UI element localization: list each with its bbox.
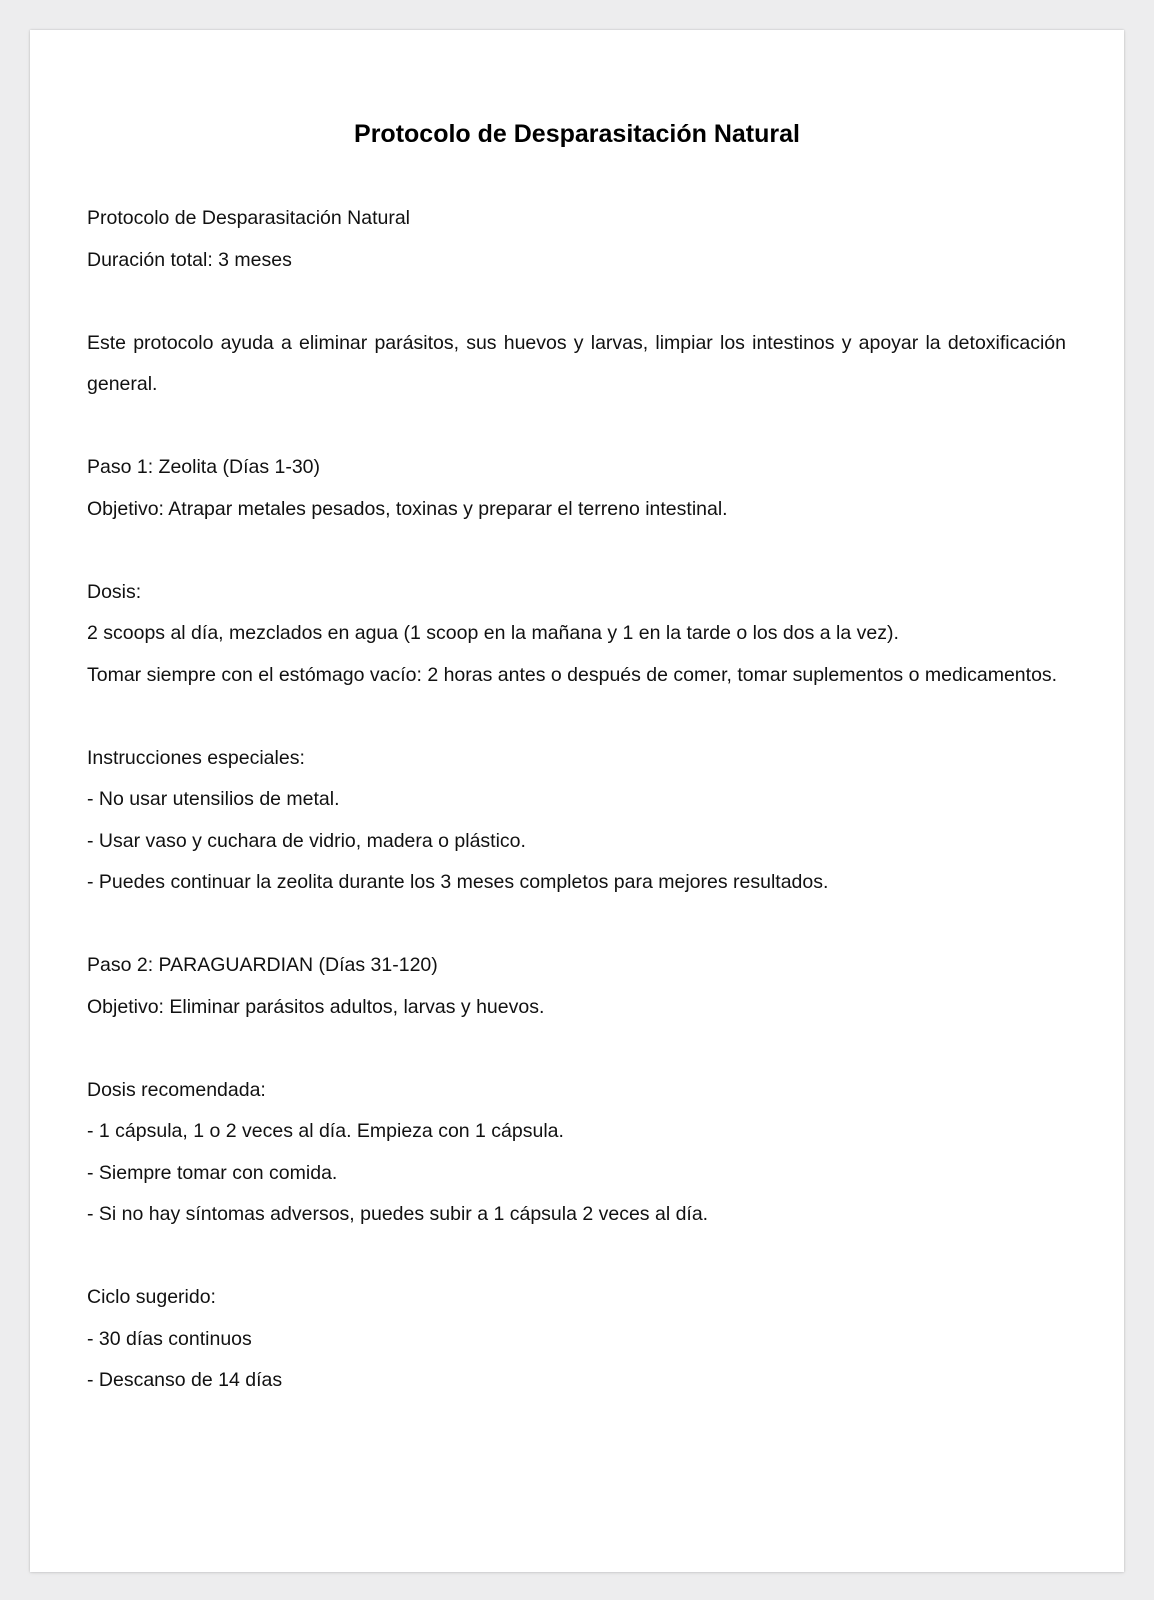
intro-duration: Duración total: 3 meses — [87, 248, 292, 271]
step1-heading: Paso 1: Zeolita (Días 1-30) — [87, 456, 321, 478]
step1-dose-line: Tomar siempre con el estómago vacío: 2 horas antes o después de comer, tomar suplementos o medicamentos. — [87, 663, 1058, 686]
step2-cycle-item: - Descanso de 14 días — [87, 1369, 283, 1391]
step1-instruction-item: - Puedes continuar la zeolita durante los 3 meses completos para mejores resultados. — [87, 871, 829, 893]
document-title: Protocolo de Desparasitación Natural — [354, 120, 800, 148]
spacer — [87, 530, 1066, 572]
step2-dose-item: - 1 cápsula, 1 o 2 veces al día. Empieza con 1 cápsula. — [87, 1120, 564, 1142]
spacer — [87, 904, 1066, 946]
spacer — [87, 1028, 1066, 1070]
document-body — [87, 198, 1066, 1402]
step1-instruction-item: - Usar vaso y cuchara de vidrio, madera o plástico. — [87, 829, 526, 852]
spacer — [87, 1236, 1066, 1278]
step1-objective: Objetivo: Atrapar metales pesados, toxinas y preparar el terreno intestinal. — [87, 497, 728, 520]
step1-instructions-heading: Instrucciones especiales: — [87, 746, 305, 769]
step2-cycle-heading: Ciclo sugerido: — [87, 1286, 216, 1308]
step1-dose-heading: Dosis: — [87, 580, 142, 603]
step2-objective: Objetivo: Eliminar parásitos adultos, larvas y huevos. — [87, 995, 545, 1018]
spacer — [87, 696, 1066, 738]
step1-instruction-item: - No usar utensilios de metal. — [87, 788, 340, 810]
spacer — [87, 406, 1066, 448]
step2-cycle-item: - 30 días continuos — [87, 1327, 252, 1350]
document-page — [30, 30, 1124, 1572]
intro-heading: Protocolo de Desparasitación Natural — [87, 207, 411, 229]
step2-dose-item: - Siempre tomar con comida. — [87, 1161, 338, 1184]
spacer — [87, 281, 1066, 323]
step1-dose-line: 2 scoops al día, mezclados en agua (1 scoop en la mañana y 1 en la tarde o los dos a la vez). — [87, 622, 899, 644]
step2-heading: Paso 2: PARAGUARDIAN (Días 31-120) — [87, 954, 438, 976]
step2-dose-item: - Si no hay síntomas adversos, puedes subir a 1 cápsula 2 veces al día. — [87, 1203, 709, 1225]
step2-dose-heading: Dosis recomendada: — [87, 1078, 266, 1101]
intro-description: Este protocolo ayuda a eliminar parásitos, sus huevos y larvas, limpiar los intestinos y apoyar la detoxificación general. — [87, 331, 1066, 395]
